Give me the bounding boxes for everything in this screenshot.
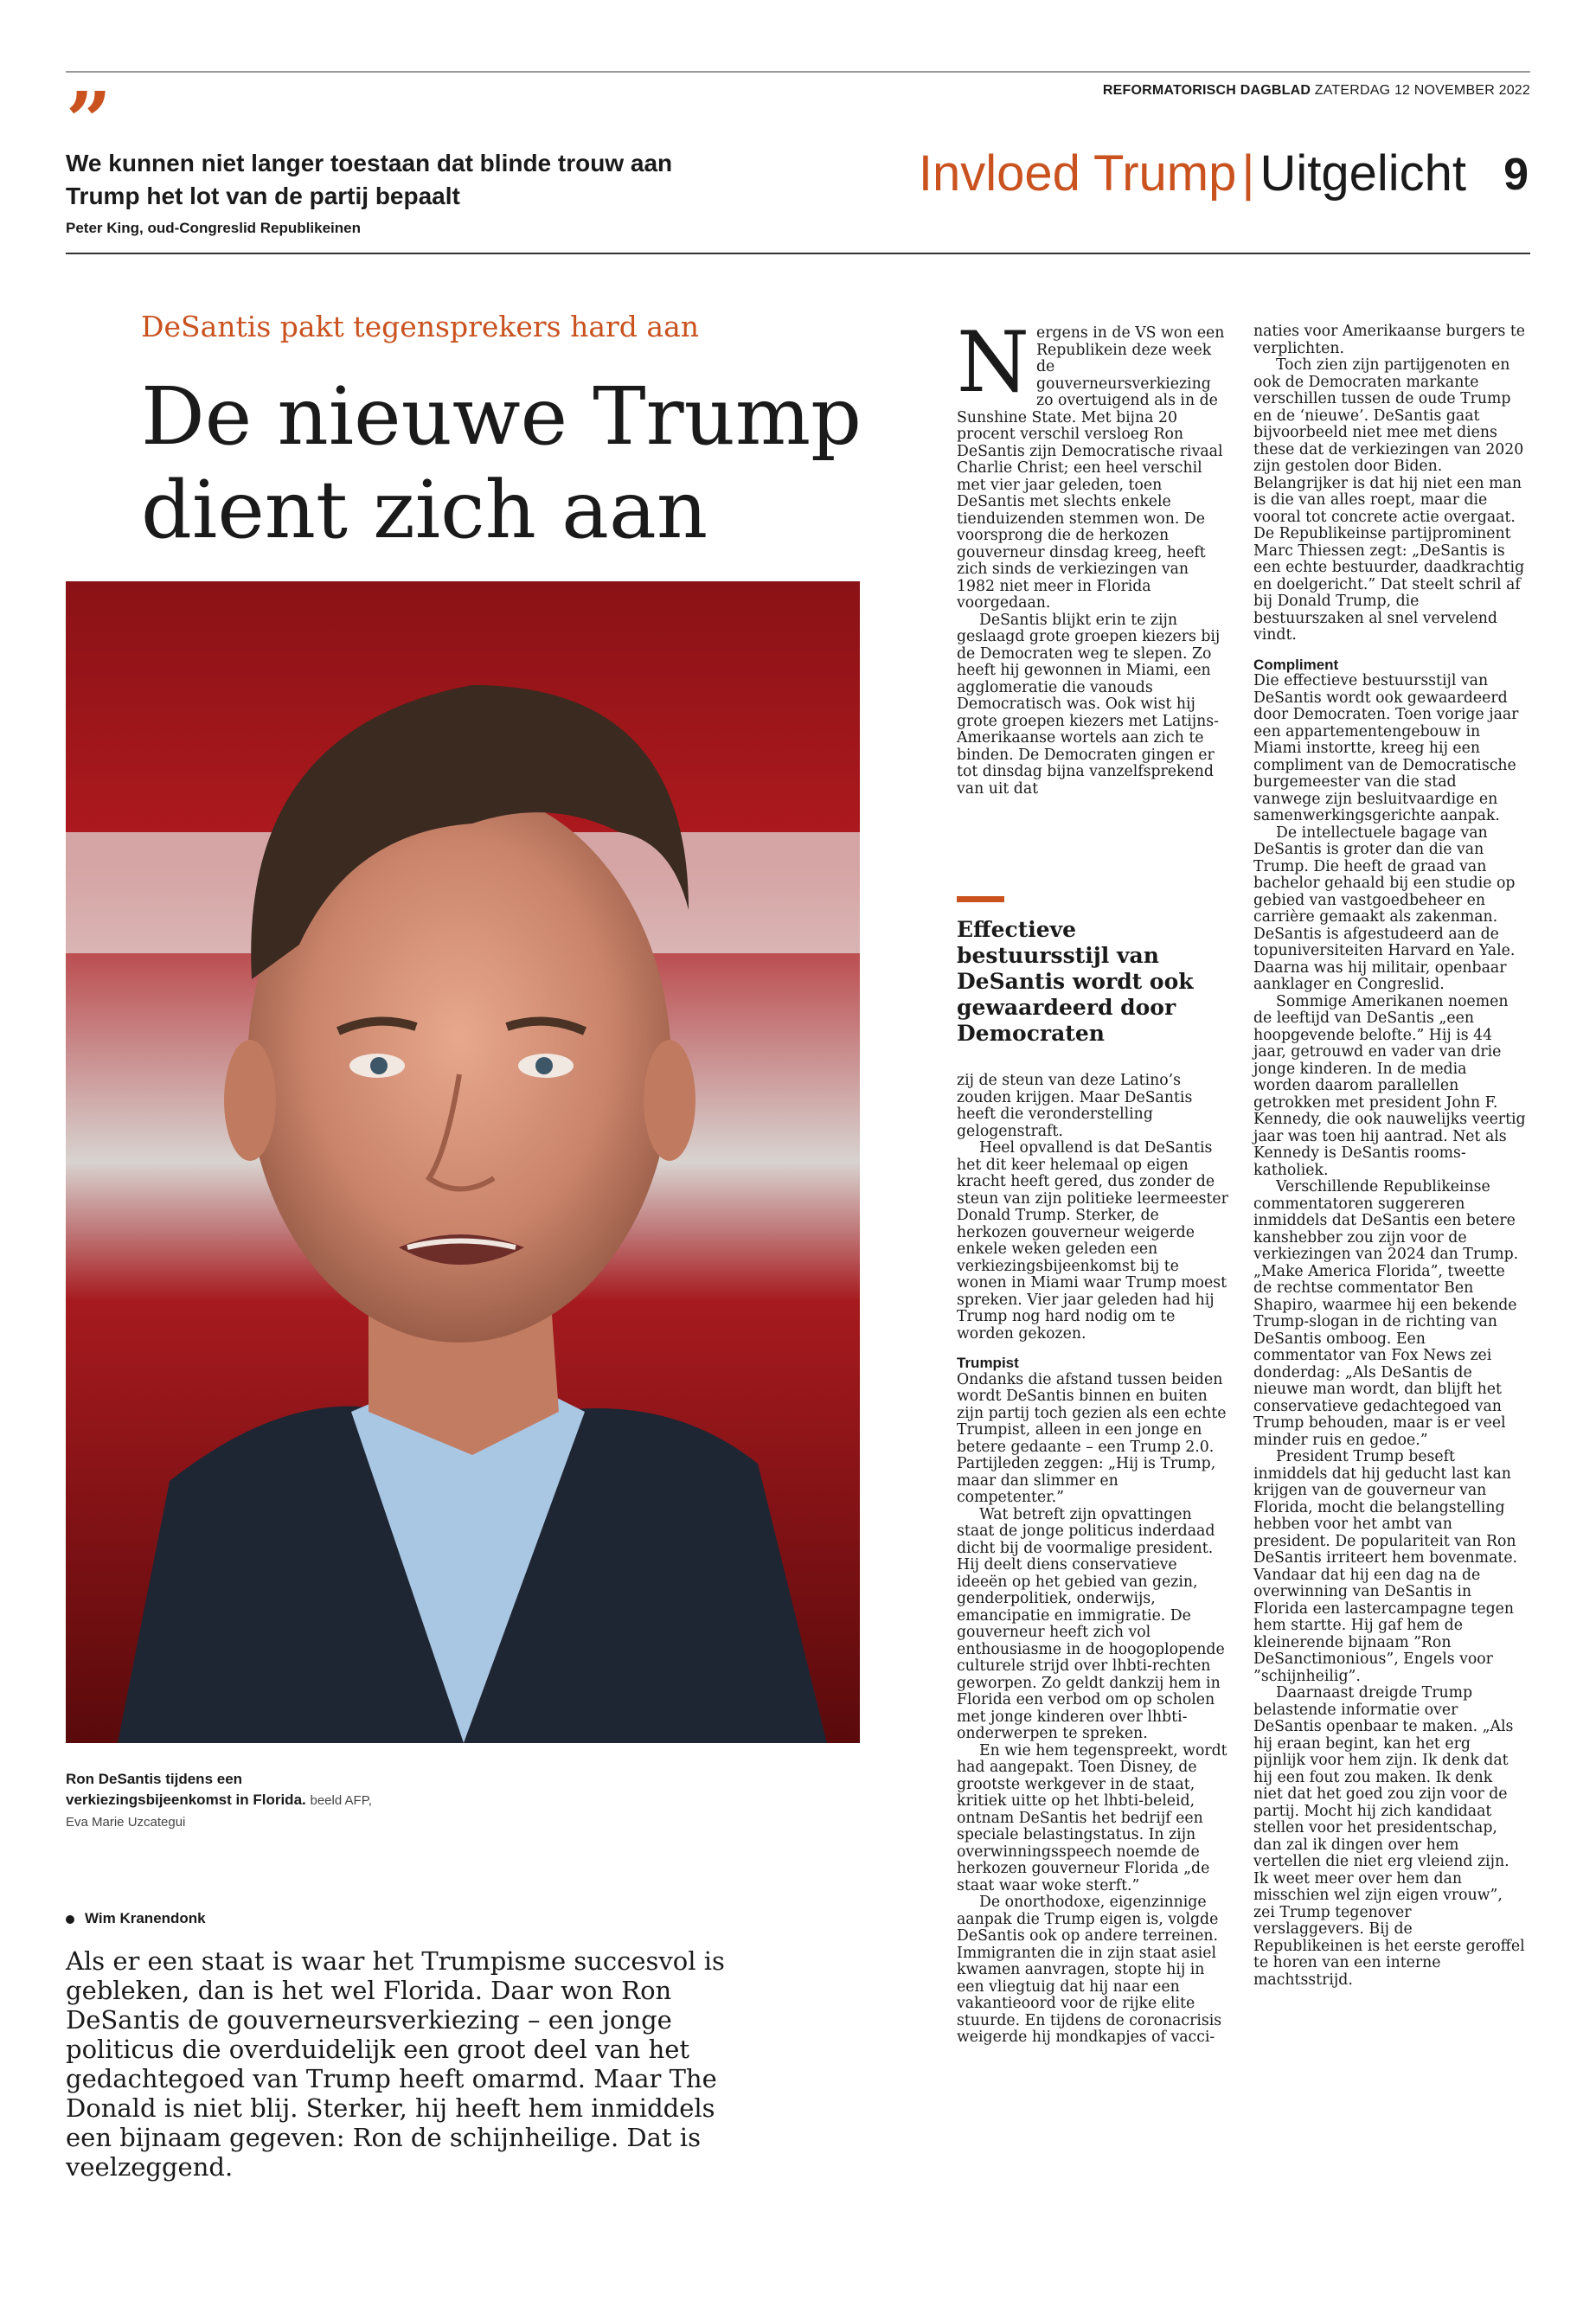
body-column-1: [957, 314, 1229, 798]
masthead: [1103, 83, 1530, 99]
paragraph: Die effectieve bestuursstijl van DeSantis wordt ook gewaardeerd door Democraten. Toen vorige jaar een appartementengebouw in Miami instortte, kreeg hij een compliment van de Democratische burgemeester van die stad vanwege zijn besluitvaardige en samenwerkingsgerichte aanpak.: [1253, 672, 1519, 824]
issue-date: ZATERDAG 12 NOVEMBER 2022: [1314, 83, 1530, 98]
paragraph: President Trump beseft inmiddels dat hij geducht last kan krijgen van de gouverneur van Florida, mocht die belangstelling hebben voor het ambt van president. De populariteit van Ron DeSantis irriteert hem bovenmate. Vandaar dat hij een dag na de overwinning van DeSantis in Florida een lastercampagne tegen hem startte. Hij gaf hem de kleinerende bijnaam ”Ron DeSanctimonious”, Engels voor ”schijnheilig”.: [1253, 1448, 1518, 1685]
body-column-1b: [957, 1073, 1229, 2047]
photo-credit: beeld AFP, Eva Marie Uzcategui: [66, 1793, 372, 1830]
paragraph: Daarnaast dreigde Trump belastende informatie over DeSantis openbaar te maken. „Als hij eraan begint, kan het erg pijnlijk voor hem zijn. Ik denk dat hij een fout zou maken. Ik denk niet dat het goed zou zijn voor de partij. Mocht hij zich kandidaat stellen voor het presidentschap, dan zal ik dingen over hem vertellen die niet erg vleiend zijn. Ik weet meer over hem dan misschien wel zijn eigen vrouw”, zei Trump tegenover verslaggevers. Bij de Republikeinen is het eerste geroffel te horen van een interne machtsstrijd.: [1253, 1684, 1525, 1989]
article-title: De nieuwe Trump dient zich aan: [141, 370, 862, 556]
paragraph: En wie hem tegenspreekt, wordt had aangepakt. Toen Disney, de grootste werkgever in de staat, kritiek uitte op het lhbti-beleid, ontnam DeSantis het bedrijf een speciale belastingstatus. In zijn overwinningsspeech noemde de herkozen gouverneur Florida „de staat waar woke sterft.”: [957, 1741, 1227, 1894]
bullet-icon: [66, 1915, 74, 1924]
paragraph: zij de steun van deze Latino’s zouden krijgen. Maar DeSantis heeft die veronderstelling gelogenstraft.: [957, 1072, 1193, 1140]
pullquote-rule: [957, 896, 1004, 902]
quote-mark-icon: ”: [66, 74, 112, 168]
subheading: Trumpist: [957, 1355, 1019, 1371]
section-header: [919, 144, 1466, 204]
byline: [66, 1910, 206, 1927]
paragraph: Wat betreft zijn opvattingen staat de jonge politicus inderdaad dicht bij de voormalige president. Hij deelt diens conservatieve ideeën op het gebied van gezin, genderpolitiek, onderwijs, emancipatie en immigratie. De gouverneur heeft zich vol enthousiasme in de hoogoplopende culturele strijd over lhbti-rechten geworpen. Zo geldt dankzij hem in Florida een verbod om op scholen met jonge kinderen over lhbti-onderwerpen te spreken.: [957, 1505, 1225, 1742]
author-name: Wim Kranendonk: [85, 1910, 206, 1926]
top-rule: [66, 71, 1530, 73]
paragraph: naties voor Amerikaanse burgers te verplichten.: [1253, 323, 1526, 357]
drop-cap: N: [957, 314, 1029, 411]
header-rule: [66, 253, 1530, 254]
paragraph: De intellectuele bagage van DeSantis is groter dan die van Trump. Die heeft de graad van bachelor gehaald bij een studie op gebied van vastgoedbeheer en carrière gemaakt als zakenman. DeSantis is afgestudeerd aan de topuniversiteiten Harvard en Yale. Daarna was hij militair, openbaar aanklager en Congreslid.: [1253, 824, 1516, 993]
paragraph: De onorthodoxe, eigenzinnige aanpak die Trump eigen is, volgde DeSantis ook op andere terreinen. Immigranten die in zijn staat asiel kwamen aanvragen, stopte hij in een vliegtuig dat hij naar een vakantieoord voor de rijke elite stuurde. En tijdens de coronacrisis weigerde hij mondkapjes of vacci-: [957, 1894, 1222, 2046]
section-name: Invloed Trump: [918, 145, 1237, 202]
paragraph: Ondanks die afstand tussen beiden wordt DeSantis binnen en buiten zijn partij toch gezien als een echte Trumpist, alleen in een jonge en betere gedaante – een Trump 2.0. Partijleden zeggen: „Hij is Trump, maar dan slimmer en competenter.”: [957, 1370, 1227, 1506]
paragraph: DeSantis blijkt erin te zijn geslaagd grote groepen kiezers bij de Democraten weg te slepen. Zo heeft hij gewonnen in Miami, een agglomeratie die vanouds Democratisch was. Ook wist hij grote groepen kiezers met Latijns-Amerikaanse wortels aan zich te binden. De Democraten gingen er tot dinsdag bijna vanzelfsprekend van uit dat: [957, 611, 1221, 798]
caption-text: Ron DeSantis tijdens een verkiezingsbijeenkomst in Florida.: [66, 1771, 306, 1808]
article-kicker: DeSantis pakt tegensprekers hard aan: [141, 310, 700, 343]
subheading: Compliment: [1253, 656, 1339, 673]
article-photo: [66, 581, 860, 1743]
portrait-image: [66, 581, 860, 1743]
paragraph: ergens in de VS won een Republikein deze week de gouverneursverkiezing zo overtuigend als in de Sunshine State. Met bijna 20 procent verschil versloeg Ron DeSantis zijn Democratische rivaal Charlie Christ; een heel verschil met vier jaar geleden, toen DeSantis met slechts enkele tienduizenden stemmen won. De voorsprong die de herkozen gouverneur dinsdag kreeg, heeft zich sinds de verkiezingen van 1982 niet meer in Florida voorgedaan.: [957, 324, 1225, 612]
body-column-2: [1253, 324, 1526, 1989]
section-category: Uitgelicht: [1259, 145, 1466, 202]
header-quote: We kunnen niet langer toestaan dat blinde trouw aan Trump het lot van de partij bepaalt: [66, 150, 673, 209]
paragraph: Verschillende Republikeinse commentatoren suggereren inmiddels dat DeSantis een betere kanshebber zou zijn voor de verkiezingen van 2024 dan Trump. „Make America Florida”, tweette de rechtse commentator Ben Shapiro, waarmee hij een bekende Trump-slogan in de richting van DeSantis omboog. Een commentator van Fox News zei donderdag: „Als DeSantis de nieuwe man wordt, dan blijft het conservatieve gedachtegoed van Trump behouden, maar is er veel minder ruis en gedoe.”: [1253, 1178, 1519, 1449]
photo-caption: [66, 1769, 377, 1833]
section-separator: |: [1241, 145, 1255, 202]
pullquote: Effectieve bestuursstijl van DeSantis wordt ook gewaardeerd door Democraten: [957, 917, 1194, 1046]
paragraph: Heel opvallend is dat DeSantis het dit keer helemaal op eigen kracht heeft gered, dus zonder de steun van zijn politieke leermeester Donald Trump. Sterker, de herkozen gouverneur weigerde enkele weken geleden een verkiezingsbijeenkomst bij te wonen in Miami waar Trump moest spreken. Vier jaar geleden had hij Trump nog hard nodig om te worden gekozen.: [957, 1139, 1228, 1343]
paragraph: Toch zien zijn partijgenoten en ook de Democraten markante verschillen tussen de oude Trump en de ‘nieuwe’. DeSantis gaat bijvoorbeeld niet mee met diens these dat de verkiezingen van 2020 zijn gestolen door Biden. Belangrijker is dat hij niet een man is die van alles roept, maar die vooral tot concrete actie overgaat. De Republikeinse partijprominent Marc Thiessen zegt: „DeSantis is een echte bestuurder, daadkrachtig en doelgericht.” Dat steelt schril af bij Donald Trump, die bestuurszaken al snel vervelend vindt.: [1253, 356, 1525, 644]
paper-name: REFORMATORISCH DAGBLAD: [1102, 83, 1311, 98]
paragraph: Sommige Amerikanen noemen de leeftijd van DeSantis „een hoopgevende belofte.” Hij is 44 jaar, getrouwd en vader van drie jonge kinderen. In de media worden daarom parallellen getrokken met president John F. Kennedy, die ook nauwelijks veertig jaar was toen hij aantrad. Net als Kennedy is DeSantis rooms-katholiek.: [1253, 992, 1526, 1179]
article-intro: Als er een staat is waar het Trumpisme succesvol is gebleken, dan is het wel Florida. Daar won Ron DeSantis de gouverneursverkiezing – een jonge politicus die overduidelijk een groot deel van het gedachtegoed van Trump heeft omarmd. Maar The Donald is niet blij. Sterker, hij heeft hem inmiddels een bijnaam gegeven: Ron de schijnheilige. Dat is veelzeggend.: [66, 1946, 725, 2182]
page-number: 9: [1503, 150, 1529, 200]
quote-author: Peter King, oud-Congreslid Republikeinen: [66, 220, 361, 236]
